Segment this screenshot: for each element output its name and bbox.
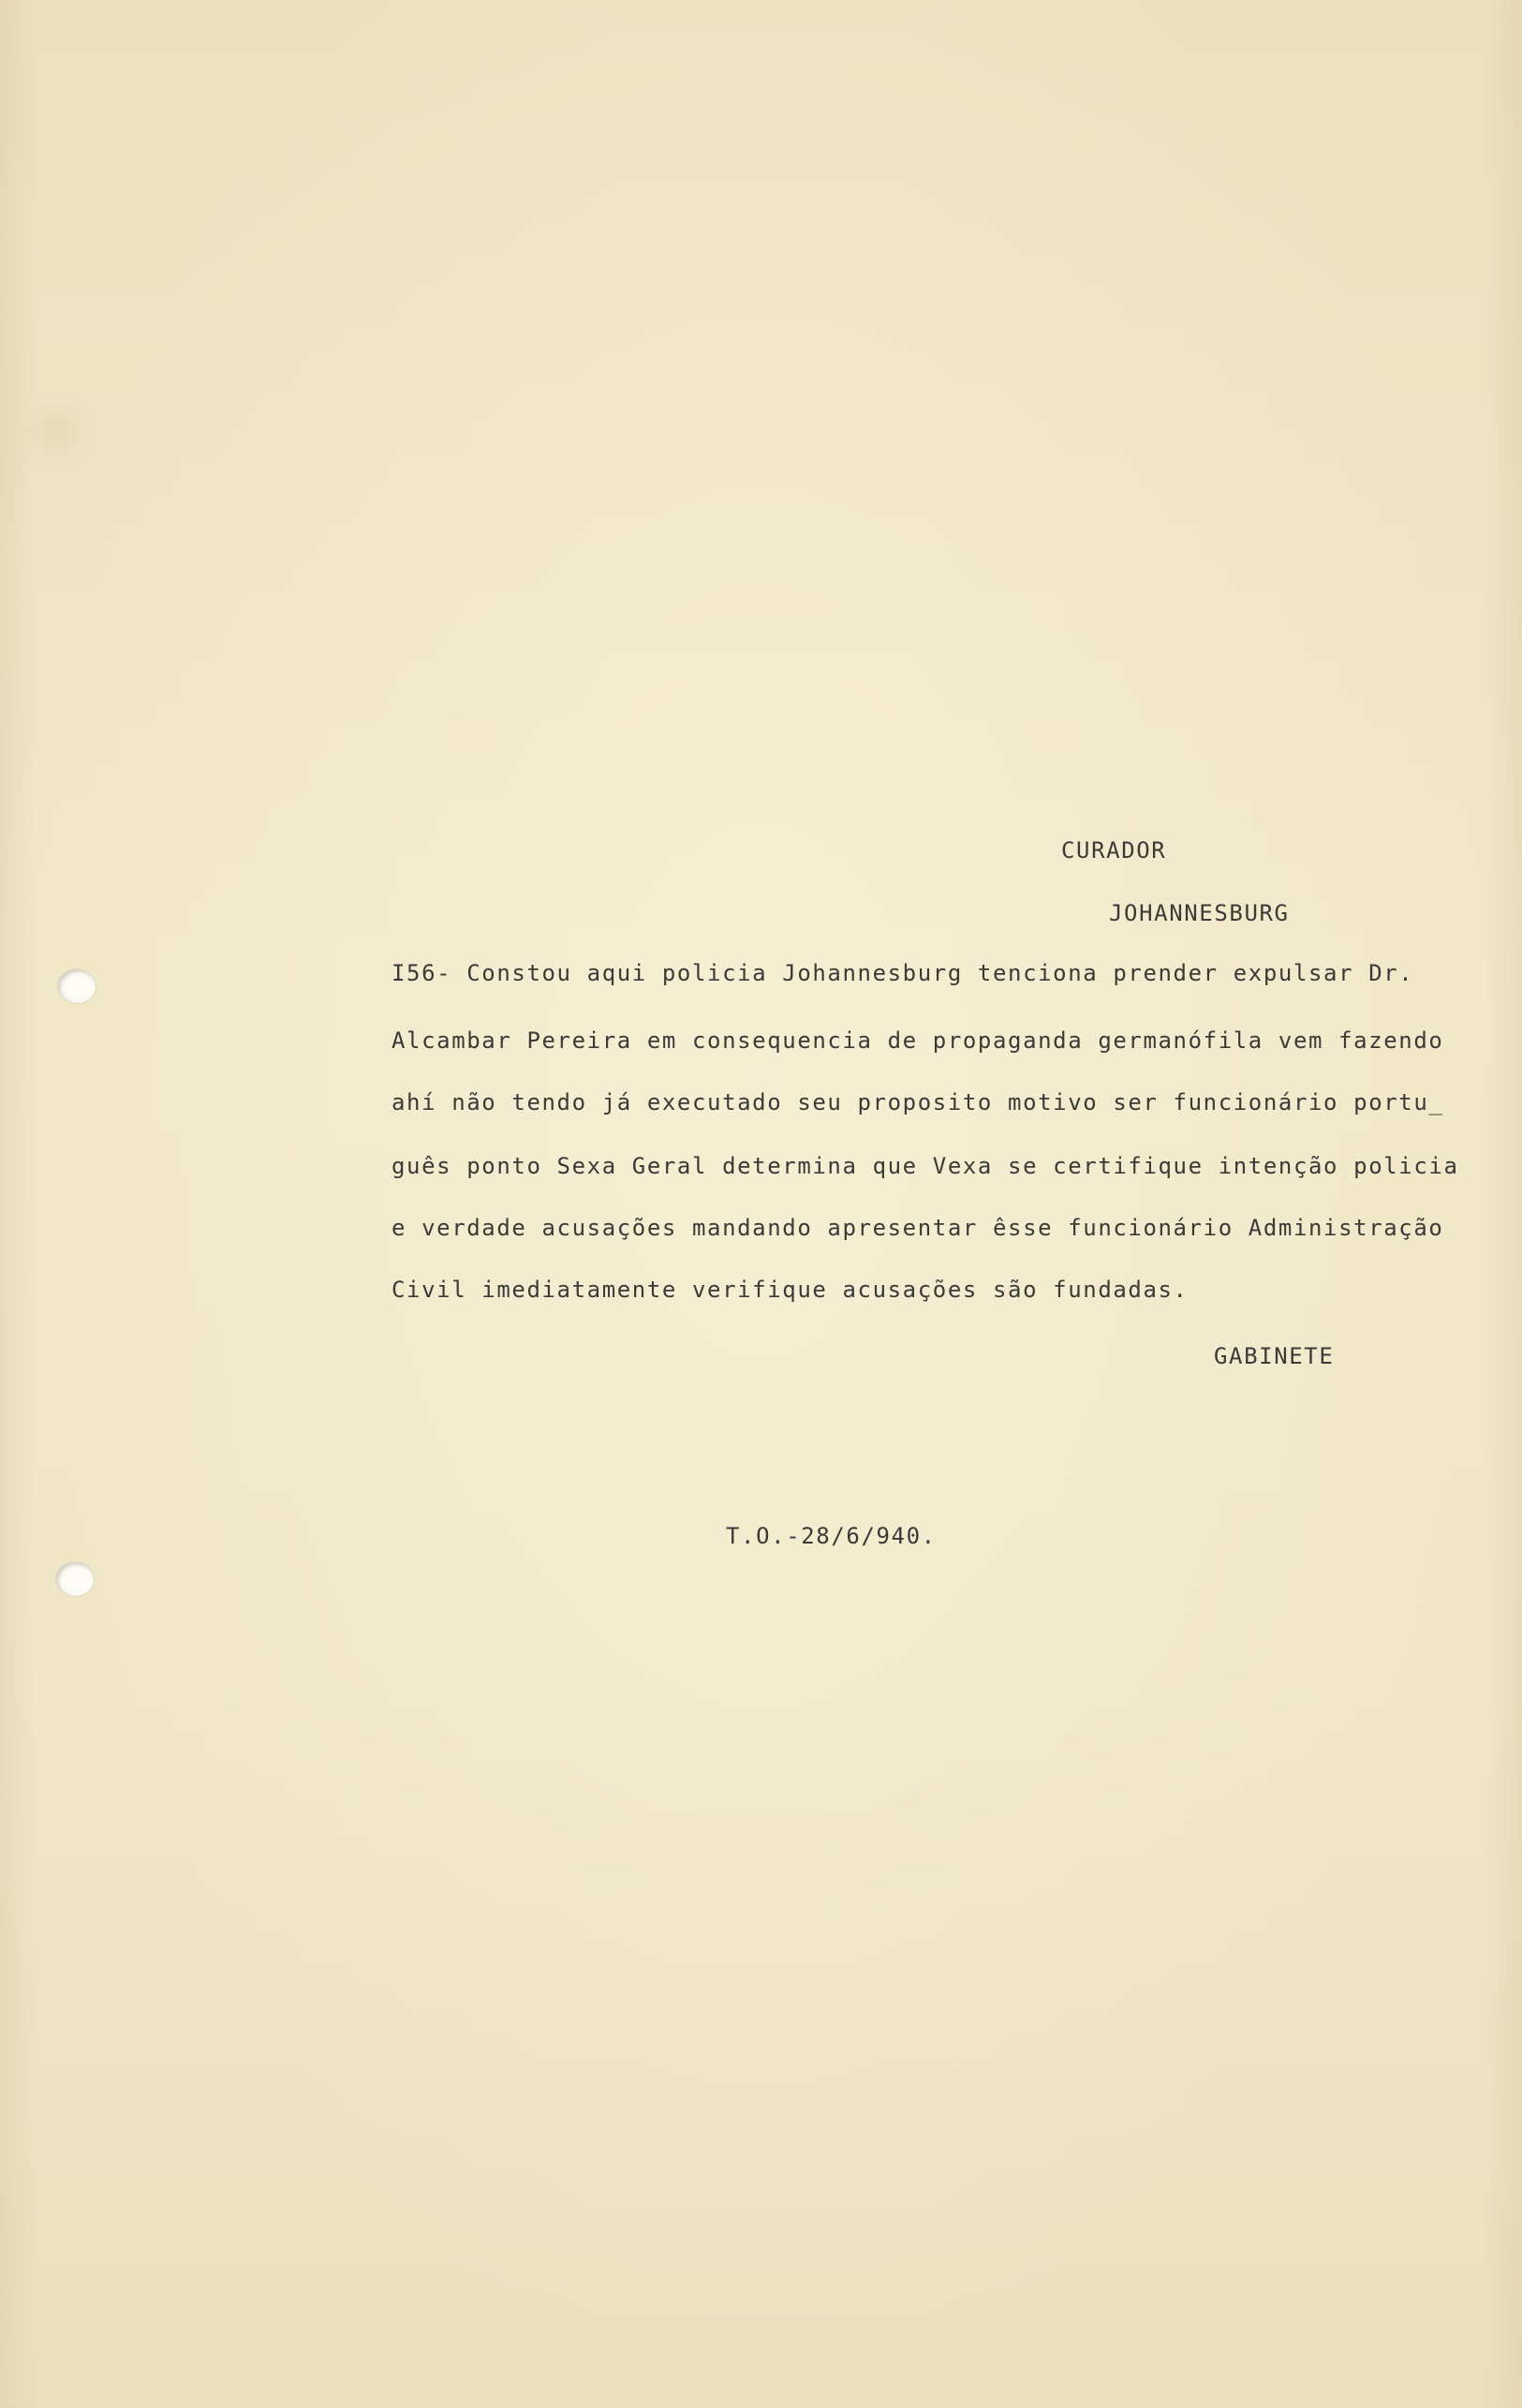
body-line-5: e verdade acusações mandando apresentar êsse funcionário Administração	[392, 1215, 1444, 1241]
body-line-1: I56- Constou aqui policia Johannesburg tenciona prender expulsar Dr.	[392, 960, 1414, 986]
body-line-6: Civil imediatamente verifique acusações são fundadas.	[392, 1277, 1189, 1303]
punch-hole-bottom	[56, 1562, 94, 1596]
recipient-heading: CURADOR	[1061, 837, 1167, 864]
paper-stain	[19, 393, 94, 468]
punch-hole-top	[58, 969, 96, 1003]
body-line-4: guês ponto Sexa Geral determina que Vexa se certifique intenção policia	[392, 1153, 1459, 1179]
body-line-3: ahí não tendo já executado seu proposito motivo ser funcionário portu_	[392, 1089, 1444, 1115]
date-reference: T.O.-28/6/940.	[726, 1523, 937, 1549]
location-heading: JOHANNESBURG	[1109, 900, 1290, 926]
body-line-2: Alcambar Pereira em consequencia de propaganda germanófila vem fazendo	[392, 1027, 1444, 1054]
signoff: GABINETE	[1214, 1343, 1335, 1369]
